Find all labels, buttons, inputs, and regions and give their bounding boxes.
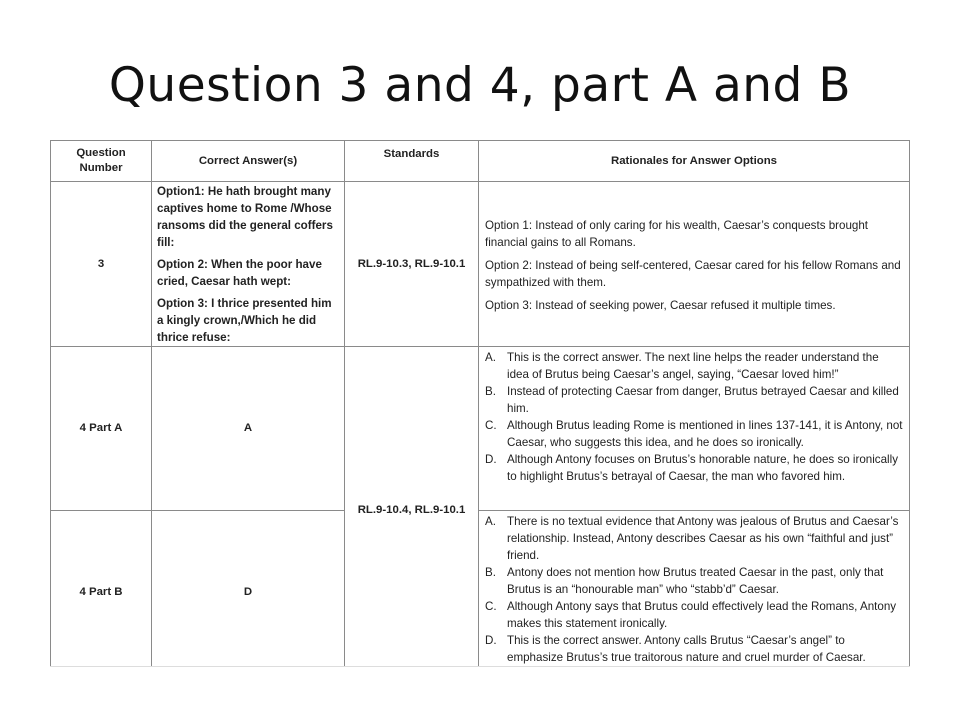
answer-key-table <box>50 140 910 667</box>
header-standards: Standards <box>345 141 479 182</box>
q3-answer-option-3: Option 3: I thrice presented him a kingly crown,/Which he did thrice refuse: <box>157 297 332 344</box>
list-item: B. Antony does not mention how Brutus treated Caesar in the past, only that Brutus is an “honourable man” who “stabb’d” Caesar. <box>485 566 884 596</box>
q4b-rationale-list <box>485 513 903 666</box>
list-item: C. Although Antony says that Brutus could effectively lead the Romans, Antony makes this statement ironically. <box>485 600 897 630</box>
q3-answer-option-1: Option1: He hath brought many captives home to Rome /Whose ransoms did the general coffers fill: <box>157 185 333 249</box>
header-correct-answers: Correct Answer(s) <box>152 141 345 182</box>
table-row-q3 <box>51 182 910 347</box>
header-rationales: Rationales for Answer Options <box>479 141 910 182</box>
header-row <box>51 141 910 182</box>
q4a-correct-answer: A <box>152 347 345 511</box>
q3-standards: RL.9-10.3, RL.9-10.1 <box>345 182 479 347</box>
list-item: A. This is the correct answer. The next line helps the reader understand the idea of Brutus being Caesar’s angel, saying, “Caesar loved him!” <box>485 351 879 381</box>
q3-correct-answers <box>152 182 345 347</box>
q4b-correct-answer: D <box>152 511 345 668</box>
list-item: B. Instead of protecting Caesar from danger, Brutus betrayed Caesar and killed him. <box>485 385 899 415</box>
slide-title: Question 3 and 4, part A and B <box>108 58 852 113</box>
list-item: A. There is no textual evidence that Antony was jealous of Brutus and Caesar’s relationship. Instead, Antony describes Caesar as his own “faithful and just” friend. <box>485 515 899 562</box>
question-number-4a: 4 Part A <box>51 347 152 511</box>
q3-answer-option-2: Option 2: When the poor have cried, Caesar hath wept: <box>157 258 322 288</box>
q4a-rationale-list <box>485 349 903 485</box>
table-row-q4b <box>51 511 910 668</box>
question-number-3: 3 <box>51 182 152 347</box>
question-number-4b: 4 Part B <box>51 511 152 668</box>
q4a-rationales <box>479 347 910 511</box>
header-question-number: Question Number <box>51 141 152 182</box>
q3-rationale-1: Option 1: Instead of only caring for his wealth, Caesar’s conquests brought financial gains to all Romans. <box>485 218 869 249</box>
table-row-q4a <box>51 347 910 511</box>
list-item: C. Although Brutus leading Rome is mentioned in lines 137-141, it is Antony, not Caesar, who suggests this idea, and he does so ironically. <box>485 419 903 449</box>
q4b-rationales <box>479 511 910 668</box>
answer-key-table-container <box>50 140 910 667</box>
q4-standards: RL.9-10.4, RL.9-10.1 <box>345 347 479 668</box>
q3-rationales <box>479 182 910 347</box>
list-item: D. This is the correct answer. Antony calls Brutus “Caesar’s angel” to emphasize Brutus’s true traitorous nature and cruel murder of Caesar. <box>485 634 866 664</box>
q3-rationale-2: Option 2: Instead of being self-centered, Caesar cared for his fellow Romans and sympathized with them. <box>485 258 901 289</box>
q3-rationale-3: Option 3: Instead of seeking power, Caesar refused it multiple times. <box>485 298 836 312</box>
list-item: D. Although Antony focuses on Brutus’s honorable nature, he does so ironically to highlight Brutus’s betrayal of Caesar, the man who favored him. <box>485 453 899 483</box>
